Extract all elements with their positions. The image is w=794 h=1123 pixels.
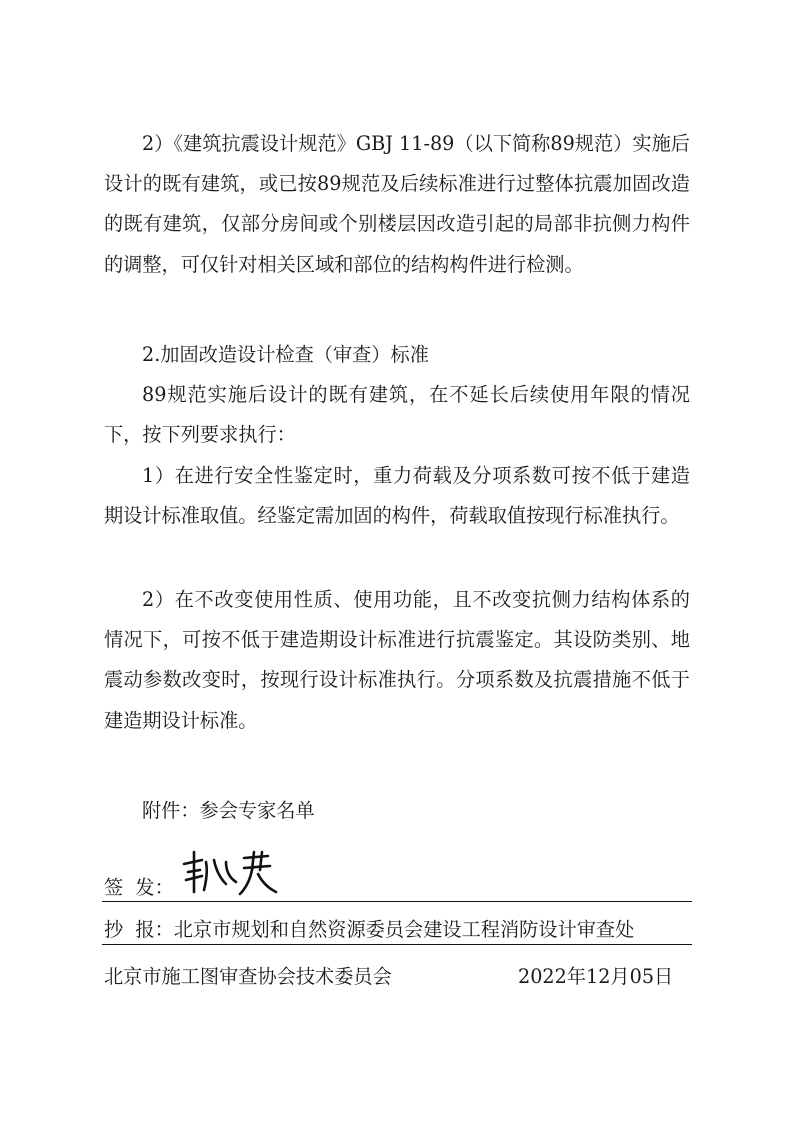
paragraph-4: 1）在进行安全性鉴定时，重力荷载及分项系数可按不低于建造期设计标准取值。经鉴定需加固的构件，荷载取值按现行标准执行。	[104, 464, 690, 528]
divider-bottom	[102, 944, 692, 945]
paragraph-2: 2.加固改造设计检查（审查）标准	[142, 343, 429, 366]
divider-top	[102, 901, 692, 902]
attachment-line: 附件：参会专家名单	[142, 799, 315, 822]
paragraph-1: 2）《建筑抗震设计规范》GBJ 11-89（以下简称89规范）实施后设计的既有建筑，或已按89规范及后续标准进行过整体抗震加固改造的既有建筑，仅部分房间或个别楼层因改造引起的局部非抗侧力构件的调整，可仅针对相关区域和部位的结构构件进行检测。	[104, 132, 690, 276]
footer-org: 北京市施工图审查协会技术委员会	[104, 965, 392, 988]
footer-date: 2022年12月05日	[518, 965, 674, 988]
cc-line: 抄 报：北京市规划和自然资源委员会建设工程消防设计审查处	[104, 918, 635, 941]
paragraph-5: 2）在不改变使用性质、使用功能，且不改变抗侧力结构体系的情况下，可按不低于建造期设计标准进行抗震鉴定。其设防类别、地震动参数改变时，按现行设计标准执行。分项系数及抗震措施不低于建造期设计标准。	[104, 588, 690, 732]
handwritten-signature	[180, 848, 280, 898]
paragraph-3: 89规范实施后设计的既有建筑，在不延长后续使用年限的情况下，按下列要求执行：	[104, 383, 690, 447]
signoff-label: 签 发：	[104, 876, 174, 899]
